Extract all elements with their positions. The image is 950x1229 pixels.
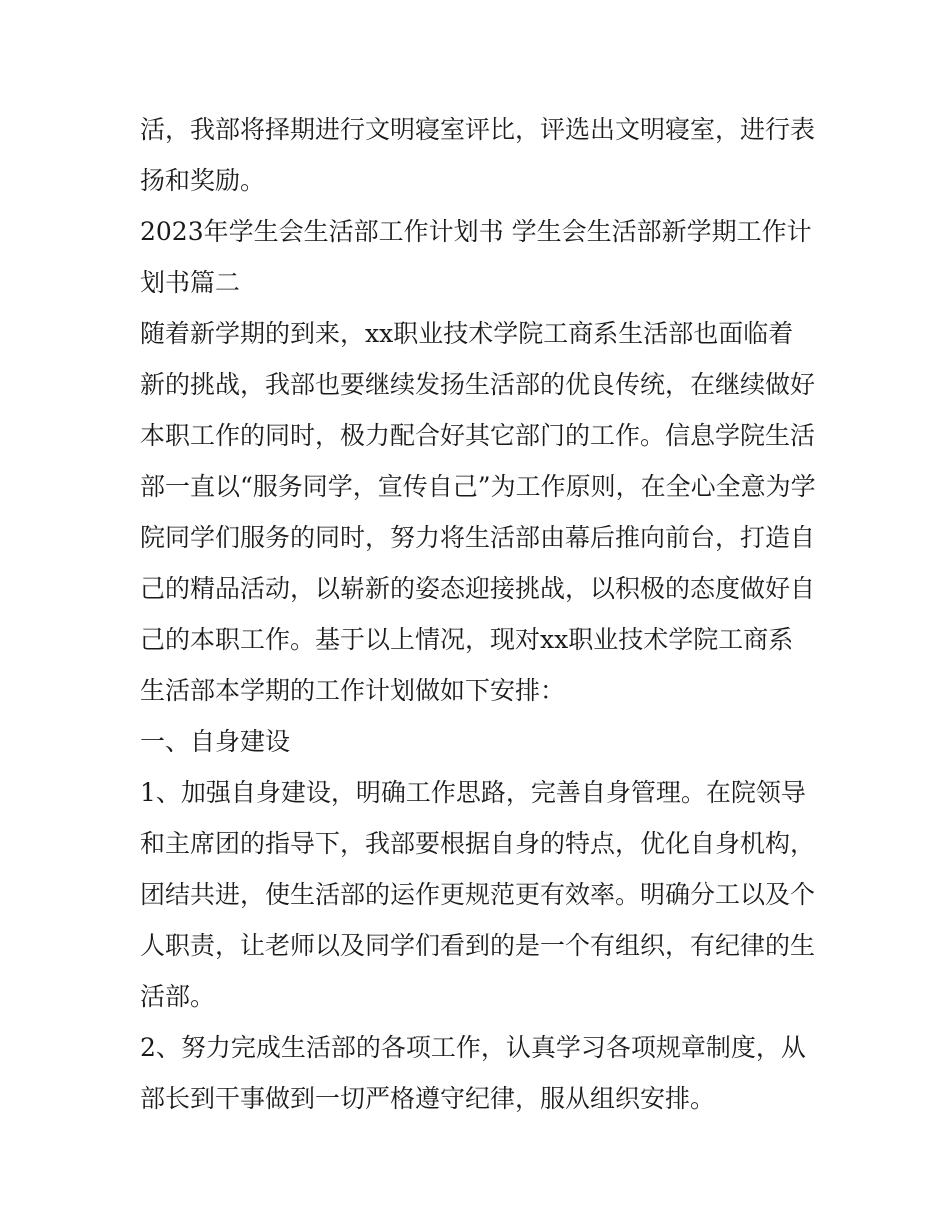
text-line: 本职工作的同时，极力配合好其它部门的工作。信息学院生活 xyxy=(140,421,816,450)
text-line: 人职责，让老师以及同学们看到的是一个有组织，有纪律的生 xyxy=(140,931,816,960)
section-heading-line: 划书篇二 xyxy=(140,268,241,297)
document-body xyxy=(140,104,820,1124)
text-line: 己的本职工作。基于以上情况，现对xx职业技术学院工商系 xyxy=(140,625,794,654)
text-line: 随着新学期的到来，xx职业技术学院工商系生活部也面临着 xyxy=(140,319,794,348)
text-line: 新的挑战，我部也要继续发扬生活部的优良传统，在继续做好 xyxy=(140,370,816,399)
text-line: 生活部本学期的工作计划做如下安排： xyxy=(140,676,566,705)
text-line: 扬和奖励。 xyxy=(140,166,266,195)
text-line: 部一直以“服务同学，宣传自己”为工作原则，在全心全意为学 xyxy=(140,472,816,501)
text-line: 和主席团的指导下，我部要根据自身的特点，优化自身机构， xyxy=(140,829,816,858)
text-line: 己的精品活动，以崭新的姿态迎接挑战，以积极的态度做好自 xyxy=(140,574,816,603)
text-line: 活，我部将择期进行文明寝室评比，评选出文明寝室，进行表 xyxy=(140,115,816,144)
subheading-line: 一、自身建设 xyxy=(140,727,291,756)
text-line: 院同学们服务的同时，努力将生活部由幕后推向前台，打造自 xyxy=(140,523,816,552)
section-heading-line: 2023年学生会生活部工作计划书 学生会生活部新学期工作计 xyxy=(140,217,812,246)
text-line: 活部。 xyxy=(140,982,216,1011)
text-line: 部长到干事做到一切严格遵守纪律，服从组织安排。 xyxy=(140,1084,716,1113)
text-line: 2、努力完成生活部的各项工作，认真学习各项规章制度，从 xyxy=(140,1033,806,1062)
text-line: 1、加强自身建设，明确工作思路，完善自身管理。在院领导 xyxy=(140,778,806,807)
text-line: 团结共进，使生活部的运作更规范更有效率。明确分工以及个 xyxy=(140,880,816,909)
